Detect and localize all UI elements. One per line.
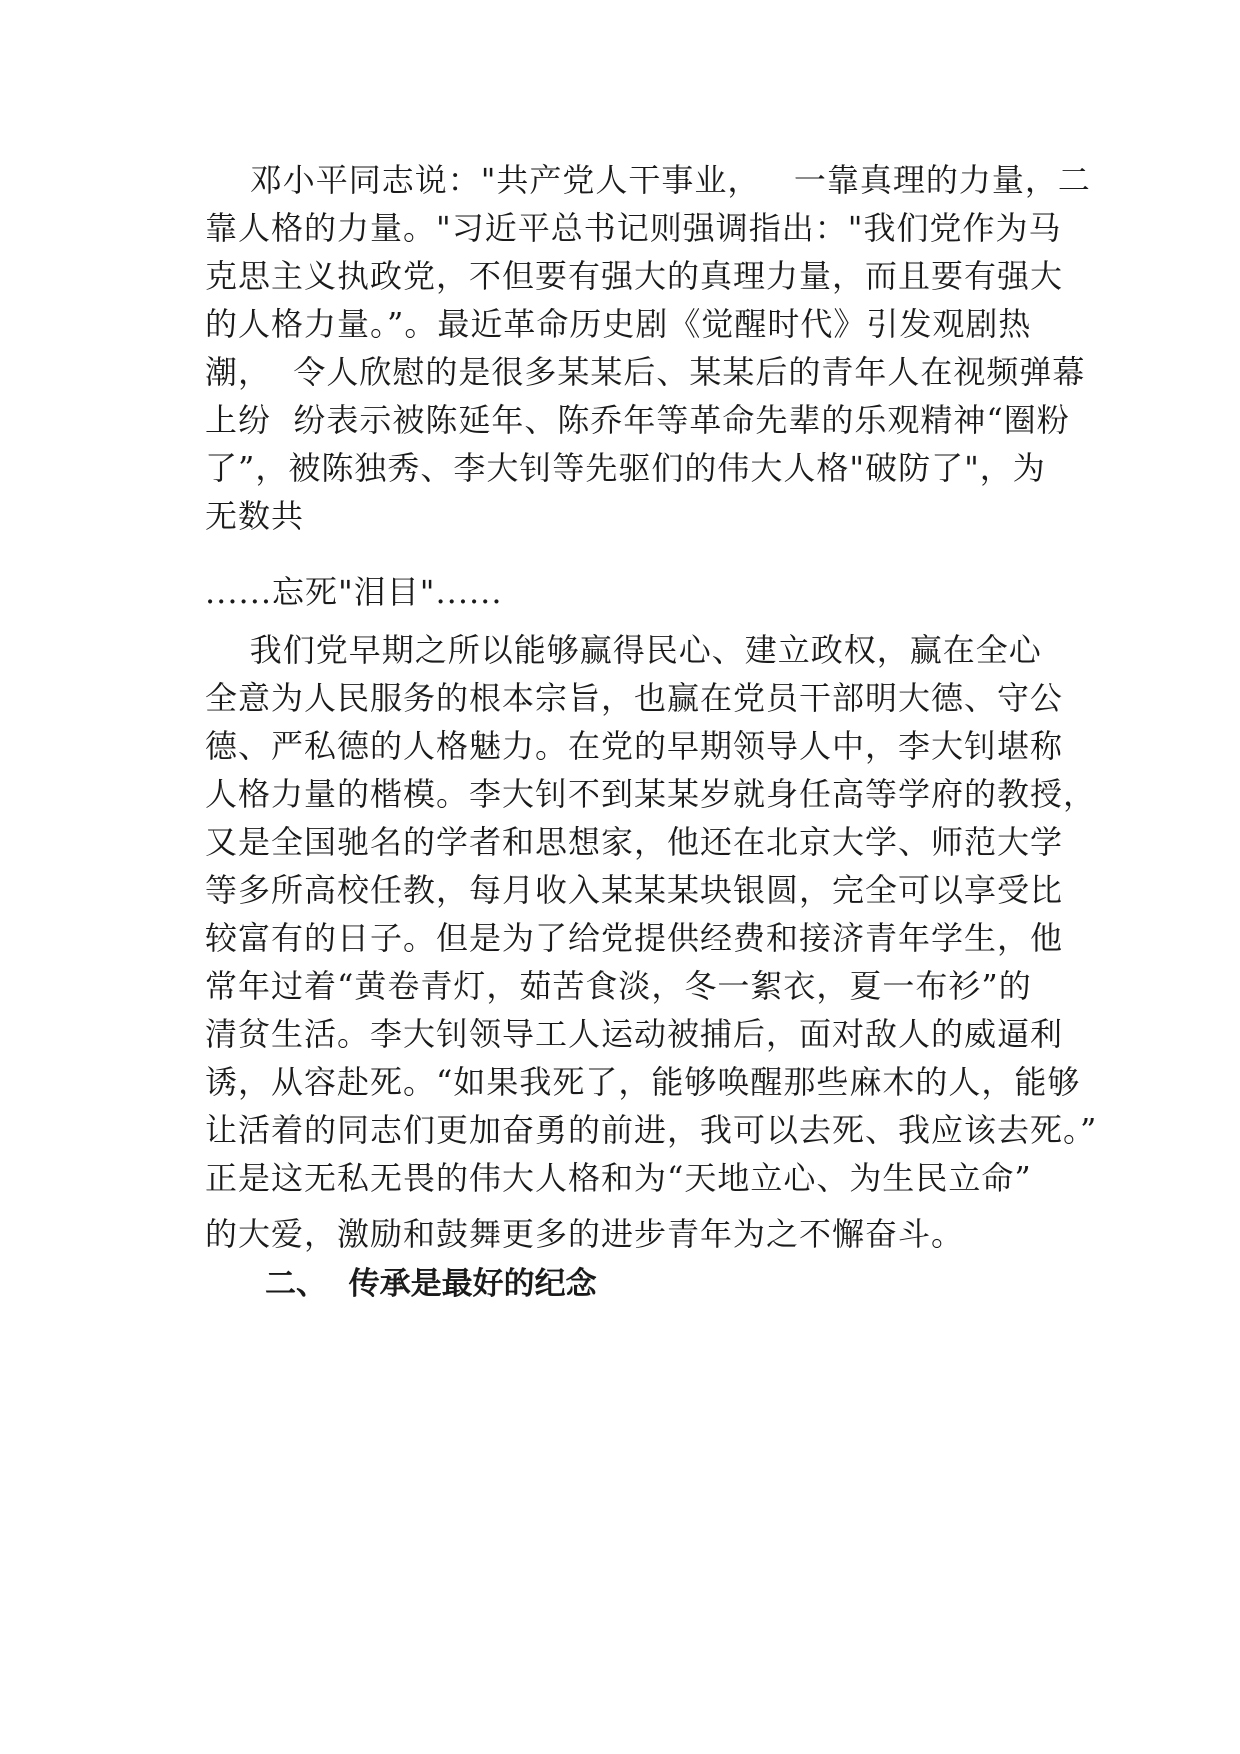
paragraph-line: 让活着的同志们更加奋勇的前进，我可以去死、我应该去死。” xyxy=(205,1111,1098,1149)
paragraph-line: 等多所高校任教，每月收入某某某块银圆，完全可以享受比 xyxy=(205,871,1064,909)
paragraph-line: 的人格力量。”。最近革命历史剧《觉醒时代》引发观剧热 xyxy=(205,305,1032,343)
paragraph-line: 上纷 纷表示被陈延年、陈乔年等革命先辈的乐观精神“圈粉 xyxy=(205,401,1070,439)
paragraph-line: 潮， 令人欣慰的是很多某某后、某某后的青年人在视频弹幕 xyxy=(205,353,1086,391)
paragraph-line: 无数共 xyxy=(205,497,305,535)
paragraph-line: 清贫生活。李大钊领导工人运动被捕后，面对敌人的威逼利 xyxy=(205,1015,1064,1053)
paragraph-line: 德、严私德的人格魅力。在党的早期领导人中，李大钊堪称 xyxy=(205,727,1064,765)
paragraph-line: 我们党早期之所以能够赢得民心、建立政权，赢在全心 xyxy=(205,631,1042,669)
paragraph-line: 人格力量的楷模。李大钊不到某某岁就身任高等学府的教授， xyxy=(205,775,1097,813)
paragraph-line: 克思主义执政党，不但要有强大的真理力量，而且要有强大 xyxy=(205,257,1064,295)
paragraph-line: 邓小平同志说："共产党人干事业， 一靠真理的力量，二 xyxy=(205,161,1091,199)
paragraph-line: 靠人格的力量。"习近平总书记则强调指出："我们党作为马 xyxy=(205,209,1062,247)
separator-line: ......忘死"泪目"...... xyxy=(205,573,503,611)
paragraph-line: 全意为人民服务的根本宗旨，也赢在党员干部明大德、守公 xyxy=(205,679,1064,717)
section-heading: 二、 传承是最好的纪念 xyxy=(265,1266,597,1302)
paragraph-line: 较富有的日子。但是为了给党提供经费和接济青年学生，他 xyxy=(205,919,1064,957)
paragraph-line: 诱，从容赴死。“如果我死了，能够唤醒那些麻木的人，能够 xyxy=(205,1063,1081,1101)
paragraph-line: 的大爱，激励和鼓舞更多的进步青年为之不懈奋斗。 xyxy=(205,1215,965,1253)
paragraph-line: 常年过着“黄卷青灯，茹苦食淡，冬一絮衣，夏一布衫”的 xyxy=(205,967,1032,1005)
paragraph-line: 又是全国驰名的学者和思想家，他还在北京大学、师范大学 xyxy=(205,823,1064,861)
paragraph-line: 了”，被陈独秀、李大钊等先驱们的伟大人格"破防了"，为 xyxy=(205,449,1046,487)
paragraph-line: 正是这无私无畏的伟大人格和为“天地立心、为生民立命” xyxy=(205,1159,1032,1197)
